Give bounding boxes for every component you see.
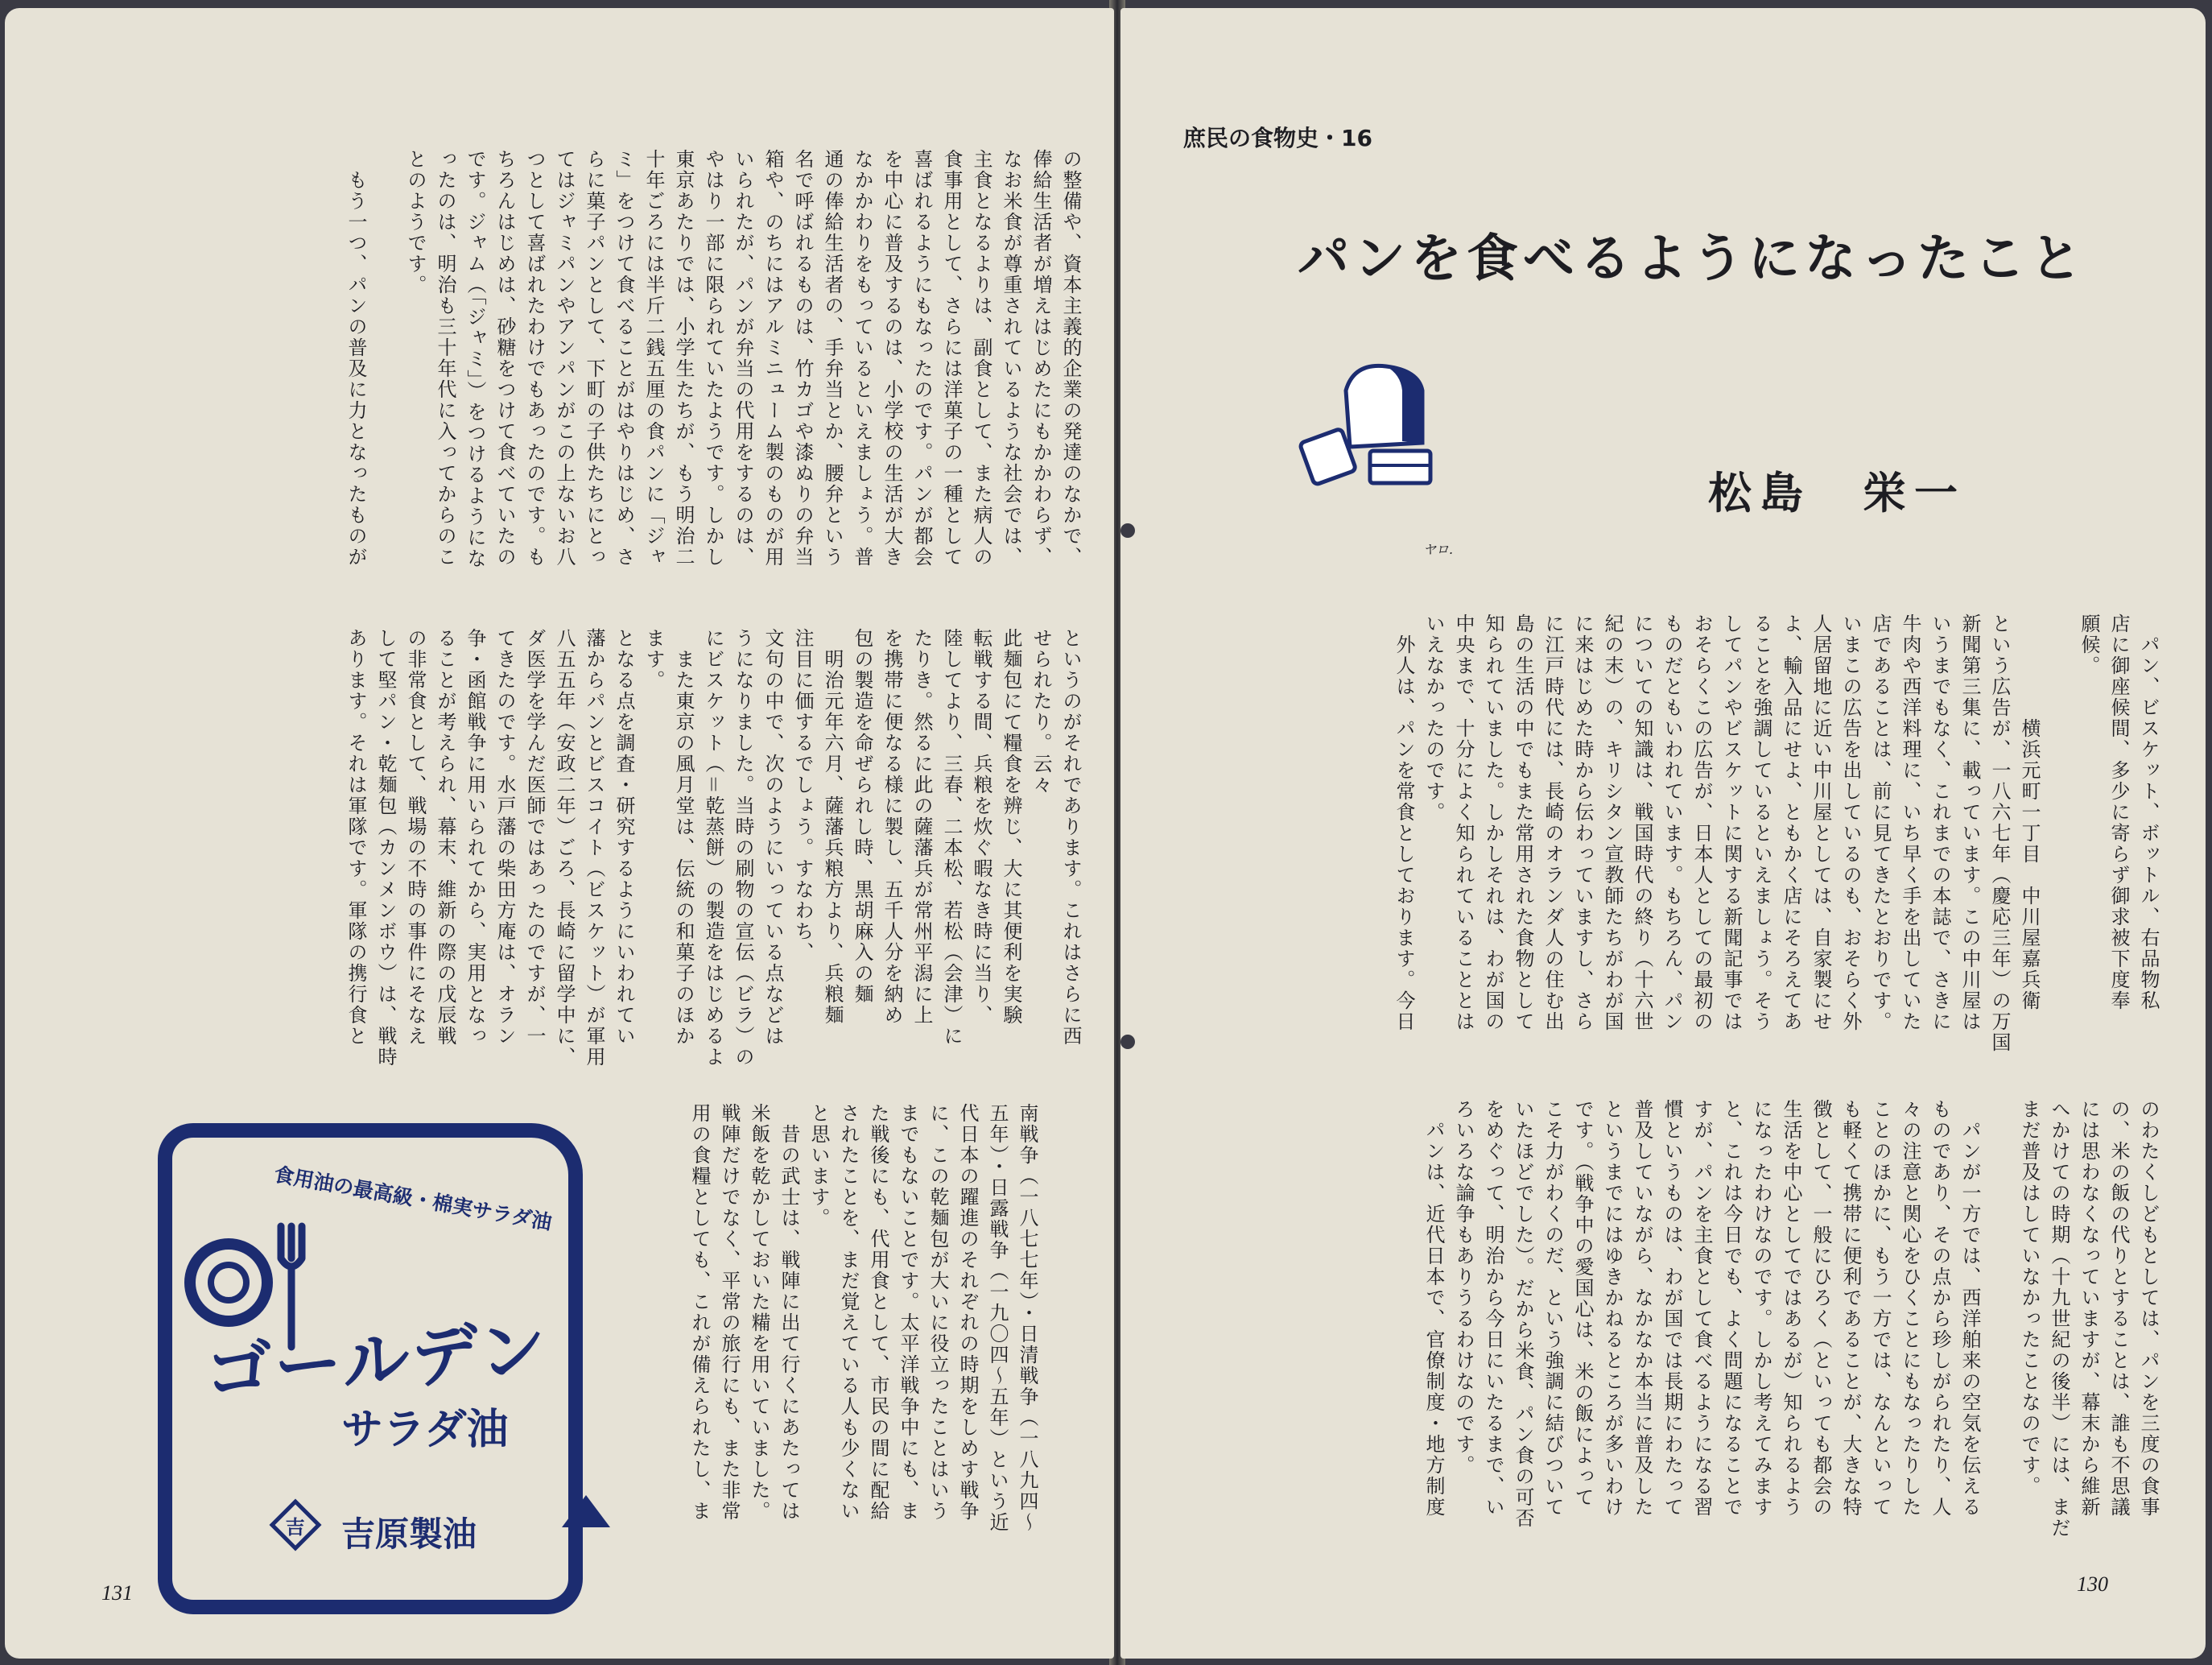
right-upper-text: パン、ビスケット、ボットル、右品物私 店に御座候間、多少に寄らず御求被下度奉 願候。 横浜元町一丁目 中川屋嘉兵衛 という広告が、一八六七年（慶応三年）の万国 新聞第三集に、載っています。この中川屋は いうまでもなく、これまでの本誌で、さきに 牛肉や西洋料理に、いち早く手を出していた 店であることは、前に見てきたとおりです。 いまこの広告を出しているのも、おそらく外 人居留地に近い中川屋としては、自家製にせ よ、輸入品にせよ、ともかく店にそろえてあ ることを強調しているといえましょう。そう してパンやビスケットに関する新聞記事では おそらくこの広告が、日本人としての最初の ものだともいわれています。もちろん、パン についての知識は、戦国時代の終り（十六世 紀の末）の、キリシタン宣教師たちがわが国 に来はじめた時から伝わっていますし、さら に江戸時代には、長崎のオランダ人の住む出 島の生活の中でもまた常用された食物として 知られていました。しかしそれは、わが国の 中央まで、十分によく知られていることとは いえなかったのです。 外人は、パンを常食としております。今日 bbox=[1393, 614, 2160, 1053]
binding-hole bbox=[1120, 523, 1135, 538]
advertisement bbox=[158, 1123, 583, 1614]
left-lower-right-text: というのがそれであります。これはさらに西 せられたり。云々 此麺包にて糧食を辨じ、大に其便利を実験 転戦する間、兵粮を炊ぐ暇なき時に当り、 陸してより、三春、二本松、若松（会津）に たりき。然るに此の薩藩兵が常州平潟に上 を携帯に便なる様に製し、五千人分を納め 包の製造を命ぜられし時、黒胡麻入の麺 明治元年六月、薩藩兵粮方より、兵粮麺 注目に価するでしょう。すなわち、 文句の中で、次のようにいっている点などは うになりました。当時の刷物の宣伝（ビラ）の にビスケット（＝乾蒸餅）の製造をはじめるよ また東京の風月堂は、伝統の和菓子のほか ます。 となる点を調査・研究するようにいわれてい 藩からパンとビスコイト（ビスケット）が軍用 八五五年（安政二年）ごろ、長崎に留学中に、 ダ医学を学んだ医師ではあったのですが、一 てきたのです。水戸藩の柴田方庵は、オラン 争・函館戦争に用いられてから、実用となっ ることが考えられ、幕末、維新の際の戊辰戦 の非常食として、戦場の不時の事件にそなえ して堅パン・乾麺包（カンメンボウ）は、戦時 あります。それは軍隊です。軍隊の携行食と bbox=[345, 628, 1082, 1068]
right-page bbox=[1120, 8, 2206, 1659]
illustration-signature: ヤロ. bbox=[1423, 542, 1454, 557]
page-number-left: 131 bbox=[101, 1581, 133, 1605]
ad-company-name: 吉原製油 bbox=[341, 1514, 477, 1554]
ad-product-name: サラダ油 bbox=[341, 1406, 509, 1454]
right-lower-text: のわたくしどもとしては、パンを三度の食事 の、米の飯の代りとすることは、誰も不思議 には思わなくなっていますが、幕末から維新 へかけての時期（十九世紀の後半）には、まだ まだ普及はしていなかったことなのです。 パンが一方では、西洋舶来の空気を伝える ものであり、その点から珍しがられたり、人 々の注意と関心をひくことにもなったりした ことのほかに、もう一方では、なんといって も軽くて携帯に便利であることが、大きな特 徴として、一般にひろく（といっても都会の 生活を中心としてではあるが）知られるよう になったわけなのです。しかし考えてみます と、これは今日でも、よく問題になることで すが、パンを主食として食べるようになる習 慣というものは、わが国では長期にわたって 普及していながら、なかなか本当に普及した というまでにはゆきかねるところが多いわけ です。（戦争中の愛国心は、米の飯によって こそ力がわくのだ、という強調に結びついて いたほどでした）。だから米食、パン食の可否 をめぐって、明治から今日にいたるまで、い ろいろな論争もありうるわけなのです。 パンは、近代日本で、官僚制度・地方制度 bbox=[1422, 1099, 2160, 1539]
left-upper-text: の整備や、資本主義的企業の発達のなかで、 俸給生活者が増えはじめたにもかかわらず、 なお米食が尊重されているような社会では、 主食となるよりは、副食として、また病人の 食事用として、さらには洋菓子の一種として 喜ばれるようにもなったのです。パンが都会 を中心に普及するのは、小学校の生活が大き なかかわりをもっているといえましょう。普 通の俸給生活者の、手弁当とか、腰弁という 名で呼ばれるものは、竹カゴや漆ぬりの弁当 箱や、のちにはアルミニューム製のものが用 いられたが、パンが弁当の代用をするのは、 やはり一部に限られていたようです。しかし 東京あたりでは、小学生たちが、もう明治二 十年ごろには半斤二銭五厘の食パンに「ジャ ミ」をつけて食べることがはやりはじめ、さ らに菓子パンとして、下町の子供たちにとっ てはジャミパンやアンパンがこの上ないお八 つとして喜ばれたわけでもあったのです。も ちろんはじめは、砂糖をつけて食べていたの です。ジャム（「ジャミ」）をつけるようにな ったのは、明治も三十年代に入ってからのこ とのようです。 もう一つ、パンの普及に力となったものが bbox=[345, 149, 1082, 569]
ad-brand-name: ゴールデン bbox=[202, 1309, 551, 1412]
ad-tagline: 食用油の最高級・棉実サラダ油 bbox=[272, 1162, 554, 1235]
series-label: 庶民の食物史・16 bbox=[1183, 125, 1372, 151]
author-name: 松島 栄一 bbox=[1708, 467, 1966, 519]
ad-arrow-icon bbox=[562, 1495, 610, 1527]
bread-illustration bbox=[1290, 354, 1451, 499]
company-logo-mark: 吉 bbox=[286, 1514, 305, 1539]
binding-hole bbox=[1120, 1035, 1135, 1049]
left-lower-left-text: 南戦争（一八七七年）・日清戦争（一八九四～ 五年）・日露戦争（一九〇四～五年）という近 代日本の躍進のそれぞれの時期をしめす戦争 に、この乾麺包が大いに役立ったことはいう までもないことです。太平洋戦争中にも、ま た戦後にも、代用食として、市民の間に配給 されたことを、まだ覚えている人も少くない と思います。 昔の武士は、戦陣に出て行くにあたっては 米飯を乾かしておいた糒を用いていました。 戦陣だけでなく、平常の旅行にも、また非常 用の食糧としても、これが備えられたし、ま bbox=[688, 1103, 1038, 1533]
left-page bbox=[5, 8, 1114, 1659]
company-logo-icon bbox=[269, 1498, 321, 1551]
article-title: パンを食べるようになったこと bbox=[1298, 229, 2086, 289]
page-number-right: 130 bbox=[2077, 1572, 2108, 1596]
